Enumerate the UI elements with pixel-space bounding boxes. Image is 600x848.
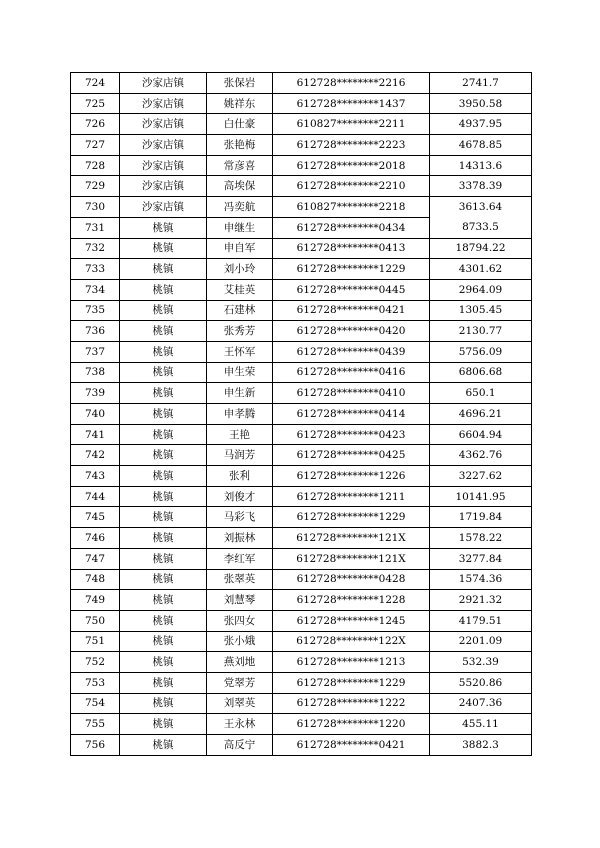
id-number-cell: 612728********0410 (273, 383, 430, 404)
id-number-cell: 612728********0413 (273, 238, 430, 259)
row-number-cell: 753 (71, 672, 120, 693)
table-row (71, 197, 532, 218)
town-cell: 桃镇 (120, 631, 207, 652)
person-name-cell: 刘小玲 (207, 259, 273, 280)
id-number-cell: 612728********1222 (273, 693, 430, 714)
row-number-cell: 749 (71, 590, 120, 611)
table-row (71, 652, 532, 673)
amount-cell: 3378.39 (430, 176, 532, 197)
amount-cell: 3882.3 (430, 735, 532, 756)
town-cell: 桃镇 (120, 486, 207, 507)
amount-cell: 4696.21 (430, 404, 532, 425)
row-number-cell: 730 (71, 197, 120, 218)
row-number-cell: 733 (71, 259, 120, 280)
id-number-cell: 612728********0434 (273, 217, 430, 238)
table-row (71, 217, 532, 238)
table-row (71, 735, 532, 756)
town-cell: 桃镇 (120, 383, 207, 404)
person-name-cell: 白仕豪 (207, 114, 273, 135)
id-number-cell: 612728********2018 (273, 155, 430, 176)
amount-cell: 3613.64 (430, 197, 532, 218)
town-cell: 桃镇 (120, 610, 207, 631)
row-number-cell: 729 (71, 176, 120, 197)
amount-cell: 4678.85 (430, 135, 532, 156)
row-number-cell: 755 (71, 714, 120, 735)
town-cell: 桃镇 (120, 548, 207, 569)
row-number-cell: 751 (71, 631, 120, 652)
person-name-cell: 申孝腾 (207, 404, 273, 425)
amount-cell: 455.11 (430, 714, 532, 735)
amount-cell: 650.1 (430, 383, 532, 404)
row-number-cell: 745 (71, 507, 120, 528)
town-cell: 沙家店镇 (120, 73, 207, 94)
amount-cell: 10141.95 (430, 486, 532, 507)
table-row (71, 486, 532, 507)
table-row (71, 693, 532, 714)
row-number-cell: 746 (71, 528, 120, 549)
row-number-cell: 738 (71, 362, 120, 383)
id-number-cell: 612728********2216 (273, 73, 430, 94)
table-row (71, 672, 532, 693)
person-name-cell: 申继生 (207, 217, 273, 238)
person-name-cell: 张小娥 (207, 631, 273, 652)
id-number-cell: 612728********1437 (273, 93, 430, 114)
amount-cell: 2407.36 (430, 693, 532, 714)
row-number-cell: 735 (71, 300, 120, 321)
person-name-cell: 张翠英 (207, 569, 273, 590)
id-number-cell: 612728********1245 (273, 610, 430, 631)
amount-cell: 4301.62 (430, 259, 532, 280)
id-number-cell: 612728********0428 (273, 569, 430, 590)
table-row (71, 445, 532, 466)
town-cell: 桃镇 (120, 652, 207, 673)
table-row (71, 73, 532, 94)
id-number-cell: 610827********2211 (273, 114, 430, 135)
row-number-cell: 732 (71, 238, 120, 259)
row-number-cell: 726 (71, 114, 120, 135)
town-cell: 沙家店镇 (120, 114, 207, 135)
person-name-cell: 燕刘地 (207, 652, 273, 673)
id-number-cell: 612728********1220 (273, 714, 430, 735)
town-cell: 桃镇 (120, 321, 207, 342)
row-number-cell: 741 (71, 424, 120, 445)
town-cell: 桃镇 (120, 528, 207, 549)
table-row (71, 93, 532, 114)
id-number-cell: 610827********2218 (273, 197, 430, 218)
town-cell: 桃镇 (120, 693, 207, 714)
person-name-cell: 张秀芳 (207, 321, 273, 342)
table-row (71, 590, 532, 611)
town-cell: 沙家店镇 (120, 197, 207, 218)
table-row (71, 362, 532, 383)
row-number-cell: 725 (71, 93, 120, 114)
amount-cell: 3227.62 (430, 466, 532, 487)
amount-cell: 2130.77 (430, 321, 532, 342)
table-row (71, 424, 532, 445)
town-cell: 沙家店镇 (120, 135, 207, 156)
table-row (71, 610, 532, 631)
table-row (71, 155, 532, 176)
town-cell: 桃镇 (120, 362, 207, 383)
town-cell: 桃镇 (120, 424, 207, 445)
town-cell: 沙家店镇 (120, 155, 207, 176)
id-number-cell: 612728********0445 (273, 279, 430, 300)
id-number-cell: 612728********0439 (273, 341, 430, 362)
amount-cell: 18794.22 (430, 238, 532, 259)
id-number-cell: 612728********0421 (273, 300, 430, 321)
id-number-cell: 612728********0416 (273, 362, 430, 383)
table-row (71, 135, 532, 156)
person-name-cell: 李红军 (207, 548, 273, 569)
table-row (71, 300, 532, 321)
table-row (71, 404, 532, 425)
row-number-cell: 750 (71, 610, 120, 631)
row-number-cell: 736 (71, 321, 120, 342)
table-row (71, 507, 532, 528)
town-cell: 沙家店镇 (120, 176, 207, 197)
town-cell: 沙家店镇 (120, 93, 207, 114)
person-name-cell: 高埃保 (207, 176, 273, 197)
amount-cell: 532.39 (430, 652, 532, 673)
id-number-cell: 612728********1229 (273, 672, 430, 693)
row-number-cell: 731 (71, 217, 120, 238)
person-name-cell: 王永林 (207, 714, 273, 735)
town-cell: 桃镇 (120, 279, 207, 300)
id-number-cell: 612728********2223 (273, 135, 430, 156)
table-row (71, 259, 532, 280)
amount-cell: 4179.51 (430, 610, 532, 631)
table-row (71, 569, 532, 590)
amount-cell: 1574.36 (430, 569, 532, 590)
table-row (71, 176, 532, 197)
person-name-cell: 党翠芳 (207, 672, 273, 693)
id-number-cell: 612728********1213 (273, 652, 430, 673)
row-number-cell: 737 (71, 341, 120, 362)
amount-cell: 2201.09 (430, 631, 532, 652)
table-row (71, 714, 532, 735)
town-cell: 桃镇 (120, 404, 207, 425)
amount-cell: 6604.94 (430, 424, 532, 445)
amount-cell: 4362.76 (430, 445, 532, 466)
town-cell: 桃镇 (120, 300, 207, 321)
id-number-cell: 612728********1226 (273, 466, 430, 487)
table-row (71, 548, 532, 569)
row-number-cell: 743 (71, 466, 120, 487)
row-number-cell: 740 (71, 404, 120, 425)
id-number-cell: 612728********2210 (273, 176, 430, 197)
row-number-cell: 744 (71, 486, 120, 507)
table-row (71, 631, 532, 652)
person-name-cell: 申自军 (207, 238, 273, 259)
town-cell: 桃镇 (120, 590, 207, 611)
person-name-cell: 刘翠英 (207, 693, 273, 714)
person-name-cell: 石建林 (207, 300, 273, 321)
town-cell: 桃镇 (120, 259, 207, 280)
id-number-cell: 612728********1211 (273, 486, 430, 507)
amount-cell: 2964.09 (430, 279, 532, 300)
town-cell: 桃镇 (120, 466, 207, 487)
row-number-cell: 724 (71, 73, 120, 94)
person-name-cell: 马润芳 (207, 445, 273, 466)
person-name-cell: 张四女 (207, 610, 273, 631)
table-row (71, 528, 532, 549)
town-cell: 桃镇 (120, 672, 207, 693)
id-number-cell: 612728********0421 (273, 735, 430, 756)
person-name-cell: 王怀军 (207, 341, 273, 362)
person-name-cell: 艾桂英 (207, 279, 273, 300)
id-number-cell: 612728********121X (273, 528, 430, 549)
table-row (71, 383, 532, 404)
payment-table (70, 72, 532, 756)
amount-cell: 4937.95 (430, 114, 532, 135)
person-name-cell: 张艳梅 (207, 135, 273, 156)
id-number-cell: 612728********0414 (273, 404, 430, 425)
amount-cell: 1305.45 (430, 300, 532, 321)
amount-cell: 1578.22 (430, 528, 532, 549)
row-number-cell: 742 (71, 445, 120, 466)
row-number-cell: 728 (71, 155, 120, 176)
person-name-cell: 刘俊才 (207, 486, 273, 507)
amount-cell: 5756.09 (430, 341, 532, 362)
town-cell: 桃镇 (120, 569, 207, 590)
town-cell: 桃镇 (120, 238, 207, 259)
table-row (71, 466, 532, 487)
person-name-cell: 申生新 (207, 383, 273, 404)
amount-cell: 2921.32 (430, 590, 532, 611)
id-number-cell: 612728********121X (273, 548, 430, 569)
row-number-cell: 747 (71, 548, 120, 569)
row-number-cell: 756 (71, 735, 120, 756)
person-name-cell: 刘振林 (207, 528, 273, 549)
id-number-cell: 612728********1229 (273, 507, 430, 528)
payment-table-body (71, 73, 532, 756)
id-number-cell: 612728********122X (273, 631, 430, 652)
amount-cell: 1719.84 (430, 507, 532, 528)
person-name-cell: 张利 (207, 466, 273, 487)
town-cell: 桃镇 (120, 217, 207, 238)
person-name-cell: 申生荣 (207, 362, 273, 383)
row-number-cell: 754 (71, 693, 120, 714)
id-number-cell: 612728********0425 (273, 445, 430, 466)
amount-cell: 14313.6 (430, 155, 532, 176)
town-cell: 桃镇 (120, 507, 207, 528)
person-name-cell: 张保岩 (207, 73, 273, 94)
amount-cell: 5520.86 (430, 672, 532, 693)
table-row (71, 279, 532, 300)
person-name-cell: 马彩飞 (207, 507, 273, 528)
amount-cell: 3277.84 (430, 548, 532, 569)
person-name-cell: 冯奕航 (207, 197, 273, 218)
town-cell: 桃镇 (120, 445, 207, 466)
amount-cell: 8733.5 (430, 217, 532, 238)
person-name-cell: 高反宁 (207, 735, 273, 756)
person-name-cell: 王艳 (207, 424, 273, 445)
person-name-cell: 常彦喜 (207, 155, 273, 176)
amount-cell: 3950.58 (430, 93, 532, 114)
table-row (71, 341, 532, 362)
table-row (71, 321, 532, 342)
person-name-cell: 刘慧琴 (207, 590, 273, 611)
row-number-cell: 739 (71, 383, 120, 404)
id-number-cell: 612728********1228 (273, 590, 430, 611)
amount-cell: 6806.68 (430, 362, 532, 383)
amount-cell: 2741.7 (430, 73, 532, 94)
row-number-cell: 727 (71, 135, 120, 156)
row-number-cell: 748 (71, 569, 120, 590)
row-number-cell: 752 (71, 652, 120, 673)
person-name-cell: 姚祥东 (207, 93, 273, 114)
id-number-cell: 612728********0423 (273, 424, 430, 445)
id-number-cell: 612728********1229 (273, 259, 430, 280)
id-number-cell: 612728********0420 (273, 321, 430, 342)
table-row (71, 238, 532, 259)
town-cell: 桃镇 (120, 714, 207, 735)
town-cell: 桃镇 (120, 735, 207, 756)
row-number-cell: 734 (71, 279, 120, 300)
town-cell: 桃镇 (120, 341, 207, 362)
table-row (71, 114, 532, 135)
